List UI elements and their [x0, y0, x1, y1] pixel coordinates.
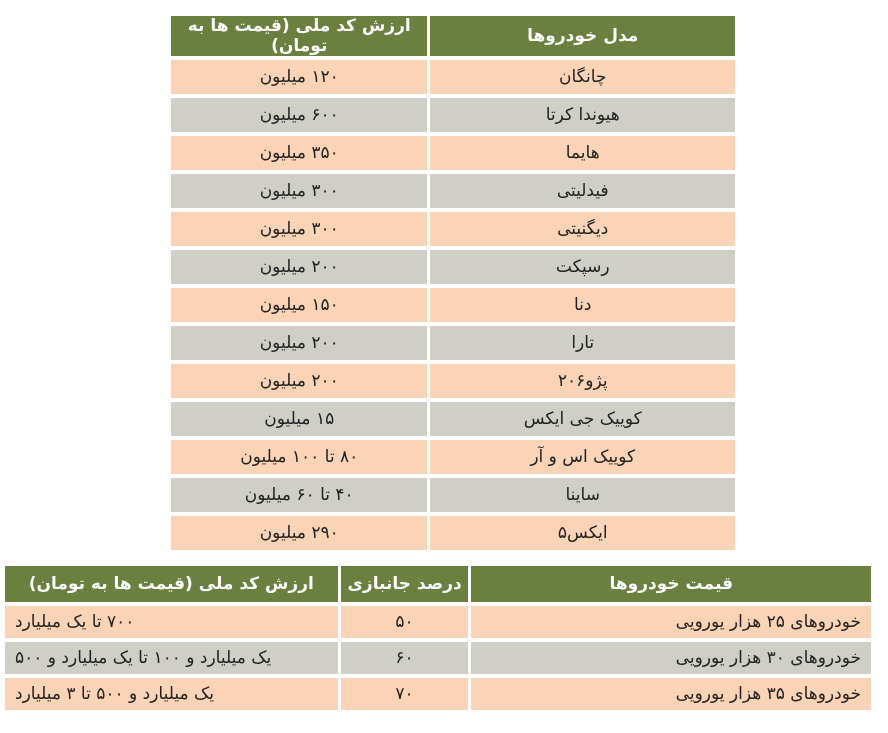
- value-cell: ۲۹۰ میلیون: [171, 516, 427, 550]
- header-percent: درصد جانبازی: [341, 566, 469, 602]
- table-row: [171, 98, 735, 132]
- value-cell: یک میلیارد و ۱۰۰ تا یک میلیارد و ۵۰۰: [5, 642, 338, 674]
- value-cell: ۷۰۰ تا یک میلیارد: [5, 606, 338, 638]
- model-cell: رسپکت: [430, 250, 735, 284]
- table-row: [171, 250, 735, 284]
- price-cell: خودروهای ۲۵ هزار یورویی: [471, 606, 871, 638]
- table-row: [171, 326, 735, 360]
- model-cell: کوییک اس و آر: [430, 440, 735, 474]
- value-cell: ۲۰۰ میلیون: [171, 364, 427, 398]
- header-value: ارزش کد ملی (قیمت ها به تومان): [5, 566, 338, 602]
- model-cell: تارا: [430, 326, 735, 360]
- model-cell: ایکس۵: [430, 516, 735, 550]
- value-cell: ۸۰ تا ۱۰۰ میلیون: [171, 440, 427, 474]
- model-cell: هایما: [430, 136, 735, 170]
- model-cell: ساینا: [430, 478, 735, 512]
- model-cell: دیگنیتی: [430, 212, 735, 246]
- table-row: [171, 212, 735, 246]
- table-row: [171, 364, 735, 398]
- table-row: [171, 478, 735, 512]
- model-cell: کوییک جی ایکس: [430, 402, 735, 436]
- model-cell: پژو۲۰۶: [430, 364, 735, 398]
- car-models-table: [168, 12, 738, 554]
- table-row: [171, 516, 735, 550]
- table-row: [5, 642, 871, 674]
- table-row: [171, 402, 735, 436]
- value-cell: ۱۲۰ میلیون: [171, 60, 427, 94]
- value-cell: ۳۰۰ میلیون: [171, 212, 427, 246]
- percent-cell: ۷۰: [341, 678, 469, 710]
- value-cell: ۴۰ تا ۶۰ میلیون: [171, 478, 427, 512]
- header-price: قیمت خودروها: [471, 566, 871, 602]
- table-row: [5, 678, 871, 710]
- model-cell: فیدلیتی: [430, 174, 735, 208]
- header-model: مدل خودروها: [430, 16, 735, 56]
- table-row: [171, 174, 735, 208]
- table-row: [171, 440, 735, 474]
- table-row: [171, 60, 735, 94]
- table-header-row: [171, 16, 735, 56]
- value-cell: یک میلیارد و ۵۰۰ تا ۳ میلیارد: [5, 678, 338, 710]
- value-cell: ۲۰۰ میلیون: [171, 326, 427, 360]
- value-cell: ۱۵۰ میلیون: [171, 288, 427, 322]
- value-cell: ۲۰۰ میلیون: [171, 250, 427, 284]
- price-cell: خودروهای ۳۰ هزار یورویی: [471, 642, 871, 674]
- table-row: [171, 136, 735, 170]
- percent-cell: ۵۰: [341, 606, 469, 638]
- model-cell: چانگان: [430, 60, 735, 94]
- table-row: [5, 606, 871, 638]
- model-cell: دنا: [430, 288, 735, 322]
- table-header-row: [5, 566, 871, 602]
- percent-cell: ۶۰: [341, 642, 469, 674]
- value-cell: ۳۰۰ میلیون: [171, 174, 427, 208]
- value-cell: ۱۵ میلیون: [171, 402, 427, 436]
- price-cell: خودروهای ۳۵ هزار یورویی: [471, 678, 871, 710]
- table-row: [171, 288, 735, 322]
- euro-price-table: [2, 562, 874, 714]
- model-cell: هیوندا کرتا: [430, 98, 735, 132]
- value-cell: ۶۰۰ میلیون: [171, 98, 427, 132]
- header-value: ارزش کد ملی (قیمت ها به تومان): [171, 16, 427, 56]
- value-cell: ۳۵۰ میلیون: [171, 136, 427, 170]
